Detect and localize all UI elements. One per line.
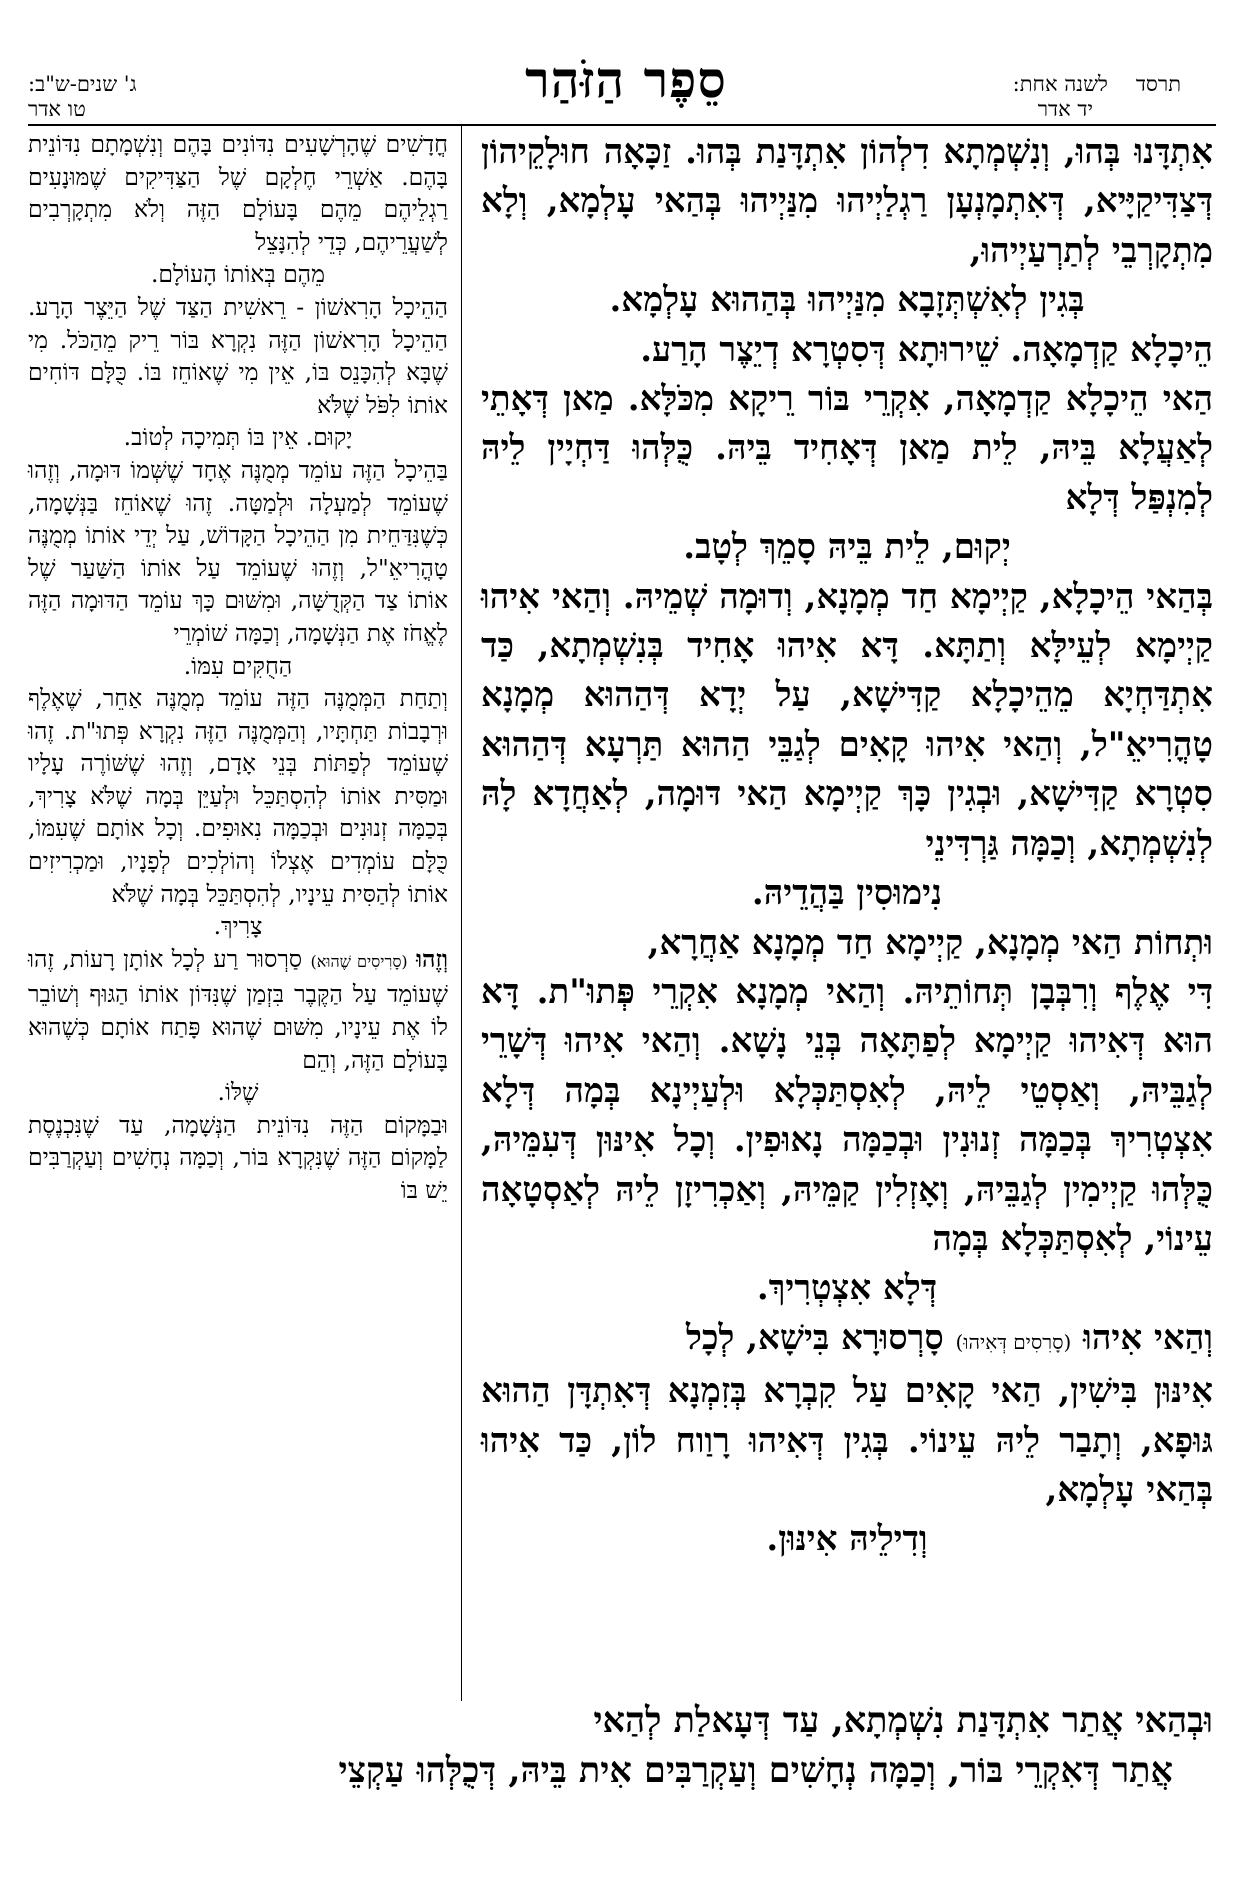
book-title: סֵפֶר הַזֹּהַר bbox=[525, 50, 727, 109]
side-paragraph-6: וּבַמָּקוֹם הַזֶּה נִדּוֹנֵית הַנְּשָׁמָה, עַד שֶׁנִּכְנֶסֶת לַמָּקוֹם הַזֶּה שֶׁנִּקְרָא בּוֹר, וְכַמָּה נְחָשִׁים וְעַקְרַבִּים יֵשׁ בּוֹ bbox=[28, 1110, 448, 1204]
one-year-label: לשנה אחת: bbox=[1012, 72, 1108, 96]
main-paragraph-7: וּבְהַאי אֲתַר אִתְדָּנַת נִשְׁמְתָא, עַד דְּעָאלַת לְהַאי bbox=[593, 1700, 1213, 1741]
side-paragraph-4: וְתַחַת הַמְּמֻנֶּה הַזֶּה עוֹמֵד מְמֻנֶּה אַחֵר, שֶׁאֶלֶף וּרְבָבוֹת תַּחְתָּיו, וְהַמְּמֻנֶּה הַזֶּה נִקְרָא פְּתוּ"ת. זֶהוּ שֶׁעוֹמֵד לְפַתּוֹת בְּנֵי אָדָם, וְזֶהוּ שֶׁשּׁוֹרֶה עָלָיו וּמַסִּית אוֹתוֹ לְהִסְתַּכֵּל וּלְעַיֵּן בְּמָה שֶׁלֹּא צָרִיךְ, בְּכַמָּה זְנוּנִים וּבְכַמָּה נִאוּפִים. וְכָל אוֹתָם שֶׁעִמּוֹ, כֻּלָּם עוֹמְדִים אֶצְלוֹ וְהוֹלְכִים לְפָנָיו, וּמַכְרִיזִים אוֹתוֹ לְהַסִּית עֵינָיו, לְהִסְתַּכֵּל בְּמָה שֶׁלֹּא bbox=[28, 684, 448, 908]
side-paragraph-2: הַהֵיכָל הָרִאשׁוֹן - רֵאשִׁית הַצַּד שֶׁל הַיֵּצֶר הָרָע. הַהֵיכָל הָרִאשׁוֹן הַזֶּה נִקְרָא בּוֹר רֵיק מֵהַכֹּל. מִי שֶׁבָּא לְהִכָּנֵס בּוֹ, אֵין מִי שֶׁאוֹחֵז בּוֹ. כֻּלָּם דּוֹחִים אוֹתוֹ לִפֹּל שֶׁלֹּא bbox=[28, 292, 448, 419]
one-year-date: יד אדר bbox=[1037, 97, 1093, 121]
header-right bbox=[781, 72, 1181, 122]
header-rule bbox=[28, 124, 1216, 126]
main-paragraph-1: אִתְדָּנוּ בְּהוּ, וְנִשְׁמְתָא דִלְהוֹן אִתְדָּנַת בְּהוּ. זַכָּאָה חוּלָקֵיהוֹן דְּצַדִּיקַיָּיא, דְּאִתְמָנְעָן רַגְלַיְיהוּ מִנַּיְיהוּ בְּהַאי עָלְמָא, וְלָא מִתְקָרְבֵי לְתַרְעַיְיהוּ, bbox=[481, 132, 1213, 271]
side-paragraph-1: חֳדָשִׁים שֶׁהָרְשָׁעִים נִדּוֹנִים בָּהֶם וְנִשְׁמָתָם נִדּוֹנֵית בָּהֶם. אַשְׁרֵי חֶלְקָם שֶׁל הַצַּדִּיקִים שֶׁמּוּנָעִים רַגְלֵיהֶם מֵהֶם בָּעוֹלָם הַזֶּה וְלֹא מִתְקָרְבִים לְשַׁעֲרֵיהֶם, כְּדֵי לְהִנָּצֵל bbox=[28, 130, 448, 256]
side-paragraph-5 bbox=[28, 943, 448, 1076]
main-paragraph-6a: וְהַאי אִיהוּ bbox=[1083, 1317, 1213, 1358]
side-paragraph-2-end: יָקוּם. אֵין בּוֹ תְּמִיכָה לְטוֹב. bbox=[123, 423, 353, 452]
bottom-span bbox=[33, 1696, 1213, 1796]
side-paragraph-3: בַּהֵיכָל הַזֶּה עוֹמֵד מְמֻנֶּה אֶחָד שֶׁשְּׁמוֹ דּוּמָה, וְזֶהוּ שֶׁעוֹמֵד לְמַעְלָה וּלְמַטָּה. זֶהוּ שֶׁאוֹחֵז בַּנְּשָׁמָה, כְּשֶׁנִּדַּחֵית מִן הַהֵיכָל הַקָּדוֹשׁ, עַל יְדֵי אוֹתוֹ מְמֻנֶּה טָהֳרִיאֵ"ל, וְזֶהוּ שֶׁעוֹמֵד עַל אוֹתוֹ הַשַּׁעַר שֶׁל אוֹתוֹ צַד הַקְּדֻשָּׁה, וּמִשּׁוּם כָּךְ עוֹמֵד הַדּוּמָה הַזֶּה לֶאֱחֹז אֶת הַנְּשָׁמָה, וְכַמָּה שׁוֹמְרֵי bbox=[28, 455, 448, 647]
side-column bbox=[28, 128, 448, 1207]
calendar-year: תרסד bbox=[1135, 72, 1181, 96]
main-paragraph-4-end: נִימוּסִין בַּהֲדֵיהּ. bbox=[751, 873, 943, 914]
side-paragraph-5a: וְזֶהוּ bbox=[416, 944, 449, 973]
main-paragraph-2: הֵיכָלָא קַדְמָאָה. שֵׁירוּתָא דְּסִטְרָא דְיֵצֶר הָרַע. bbox=[640, 329, 1213, 370]
main-paragraph-3: הַאי הֵיכָלָא קַדְמָאָה, אִקְרֵי בּוֹר רֵיקָא מִכֹּלָּא. מַאן דְּאָתֵי לְאַעֲלָא בֵּיהּ, לֵית מַאן דְּאָחִיד בֵּיהּ. כֻּלְּהוּ דַּחְיָין לֵיהּ לְמִנְפַּל דְּלָא bbox=[481, 379, 1213, 518]
side-paragraph-4-end: צָרִיךְ. bbox=[213, 912, 263, 941]
three-year-date: טו אדר bbox=[28, 97, 86, 121]
main-paragraph-5-end: דְּלָא אִצְטְרִיךְ. bbox=[756, 1268, 938, 1309]
side-paragraph-5-end: שֶׁלּוֹ. bbox=[217, 1078, 259, 1107]
main-paragraph-4: בְּהַאי הֵיכָלָא, קַיְימָא חַד מְמָנָא, וְדוּמָה שְׁמֵיהּ. וְהַאי אִיהוּ קַיְימָא לְעֵילָּא וְתַתָּא. דָּא אִיהוּ אָחִיד בְּנִשְׁמְתָא, כַּד אִתְדַּחְיָא מֵהֵיכָלָא קַדִּישָׁא, עַל יְדָא דְּהַהוּא מְמָנָא טָהֳרִיאֵ"ל, וְהַאי אִיהוּ קָאִים לְגַבֵּי הַהוּא תַּרְעָא דְּהַהוּא סִטְרָא קַדִּישָׁא, וּבְגִין כָּךְ קַיְימָא הַאי דּוּמָה, לְאַחֲדָא לָהּ לְנִשְׁמְתָא, וְכַמָּה גַּרְדִּינֵי bbox=[481, 576, 1213, 864]
main-paragraph-3-end: יְקוּם, לֵית בֵּיהּ סָמֵךְ לְטָב. bbox=[683, 527, 1011, 568]
column-divider bbox=[461, 126, 462, 1701]
header-left bbox=[28, 72, 358, 122]
side-paragraph-5-paren: (סָרִיסִים שֶׁהוּא) bbox=[310, 951, 408, 971]
main-column bbox=[481, 128, 1213, 1565]
three-year-label: ג' שנים-ש"ב: bbox=[28, 72, 137, 96]
main-paragraph-6-end: וְדִילֵיהּ אִינּוּן. bbox=[766, 1519, 928, 1560]
main-paragraph-6c: אִינּוּן בִּישִׁין, הַאי קָאִים עַל קִבְרָא בְּזִמְנָא דְּאִתְדָּן הַהוּא גּוּפָא, וְתָבַר לֵיהּ עֵינוֹי. בְּגִין דְּאִיהוּ רָוַוח לוֹן, כַּד אִיהוּ בְּהַאי עָלְמָא, bbox=[481, 1371, 1213, 1510]
side-paragraph-1-end: מֵהֶם בְּאוֹתוֹ הָעוֹלָם. bbox=[151, 260, 325, 289]
main-paragraph-6-paren: (סָרִסִים דְּאִיהוּ) bbox=[955, 1329, 1072, 1354]
side-paragraph-3-end: הַחֻקִּים עִמּוֹ. bbox=[183, 651, 293, 680]
main-paragraph-5b: דִּי אֶלֶף וְרִבְּבָן תְּחוֹתֵיהּ. וְהַאי מְמָנָא אִקְרֵי פְּתוּ"ת. דָּא הוּא דְּאִיהוּ קַיְימָא לְפַתָּאָה בְּנֵי נָשָׁא. וְהַאי אִיהוּ דְּשָׁרֵי לְגַבֵּיהּ, וְאַסְטֵי לֵיהּ, לְאִסְתַּכְּלָא וּלְעַיְינָא בְּמָה דְּלָא אִצְטְרִיךְ בְּכַמָּה זְנוּנִין וּבְכַמָּה נָאוּפִין. וְכָל אִינּוּן דְּעִמֵּיהּ, כֻּלְּהוּ קַיְימִין לְגַבֵּיהּ, וְאָזְלִין קַמֵּיהּ, וְאַכְרִיזָן לֵיהּ לְאַסְטָאָה עֵינוֹי, לְאִסְתַּכְּלָא בְּמָה bbox=[481, 971, 1213, 1259]
main-paragraph-1-end: בְּגִין לְאִשְׁתְּזָבָא מִנַּיְיהוּ בְּהַהוּא עָלְמָא. bbox=[609, 280, 1085, 321]
main-paragraph-7-bottom: אֲתַר דְּאִקְרֵי בּוֹר, וְכַמָּה נְחָשִׁים וְעַקְרַבִּים אִית בֵּיהּ, דְּכֻלְּהוּ עַקְצֵי bbox=[338, 1750, 1173, 1791]
main-paragraph-6 bbox=[481, 1314, 1213, 1367]
main-paragraph-6b: סָרְסוּרָא בִּישָׁא, לְכָל bbox=[685, 1317, 944, 1358]
side-paragraph-5b: סַרְסוּר רַע לְכָל אוֹתָן רָעוֹת, זֶהוּ שֶׁעוֹמֵד עַל הַקֶּבֶר בִּזְמַן שֶׁנִּדּוֹן אוֹתוֹ הַגּוּף וְשׁוֹבֵר לוֹ אֶת עֵינָיו, מִשּׁוּם שֶׁהוּא פָּתַח אוֹתָם כְּשֶׁהוּא בָּעוֹלָם הַזֶּה, וְהֵם bbox=[28, 944, 448, 1074]
main-paragraph-5: וּתְחוֹת הַאי מְמָנָא, קַיְימָא חַד מְמָנָא אַחֲרָא, bbox=[647, 922, 1213, 963]
